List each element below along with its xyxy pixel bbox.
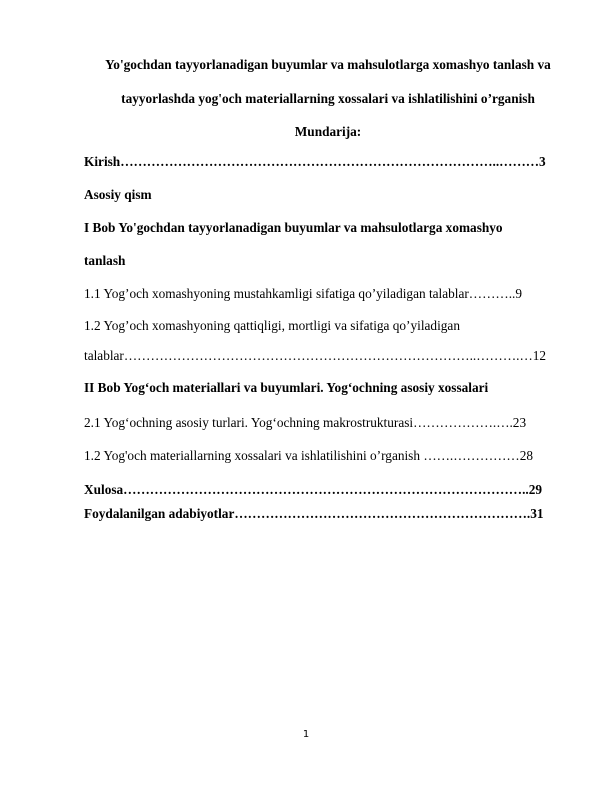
toc-entry-1-2-line-1: 1.2 Yog’och xomashyoning qattiqligi, mortligi va sifatiga qo’yiladigan bbox=[84, 318, 460, 333]
toc-chapter-2: II Bob Yog‘och materiallari va buyumlari. Yog‘ochning asosiy xossalari bbox=[84, 380, 489, 395]
document-title-line-1: Yo'gochdan tayyorlanadigan buyumlar va mahsulotlarga xomashyo tanlash va bbox=[105, 57, 551, 72]
toc-chapter-1-line-1: I Bob Yo'gochdan tayyorlanadigan buyumlar va mahsulotlarga xomashyo bbox=[84, 220, 503, 235]
contents-heading: Mundarija: bbox=[294, 124, 362, 139]
toc-entry-references: Foydalanilgan adabiyotlar………………………………………………………….31 bbox=[84, 506, 544, 521]
toc-entry-2-1: 2.1 Yog‘ochning asosiy turlari. Yog‘ochning makrostrukturasi……………….….23 bbox=[84, 415, 527, 430]
toc-entry-intro: Kirish…………………………………………………………………………..………3 bbox=[84, 154, 546, 169]
toc-entry-2-2: 1.2 Yog'och materiallarning xossalari va ishlatilishini o’rganish …….……………28 bbox=[84, 448, 534, 463]
toc-entry-1-1: 1.1 Yog’och xomashyoning mustahkamligi sifatiga qo’yiladigan talablar………..9 bbox=[84, 286, 522, 301]
document-title-line-2: tayyorlashda yog'och materiallarning xossalari va ishlatilishini o’rganish bbox=[121, 91, 535, 106]
toc-entry-conclusion: Xulosa………………………………………………………………………………..29 bbox=[84, 482, 543, 497]
toc-chapter-1-line-2: tanlash bbox=[84, 253, 126, 268]
page-number: 1 bbox=[302, 729, 310, 740]
toc-entry-1-2-line-2: talablar……………………………………………………………………..……….…12 bbox=[84, 348, 547, 363]
toc-section-main-part: Asosiy qism bbox=[84, 187, 152, 202]
